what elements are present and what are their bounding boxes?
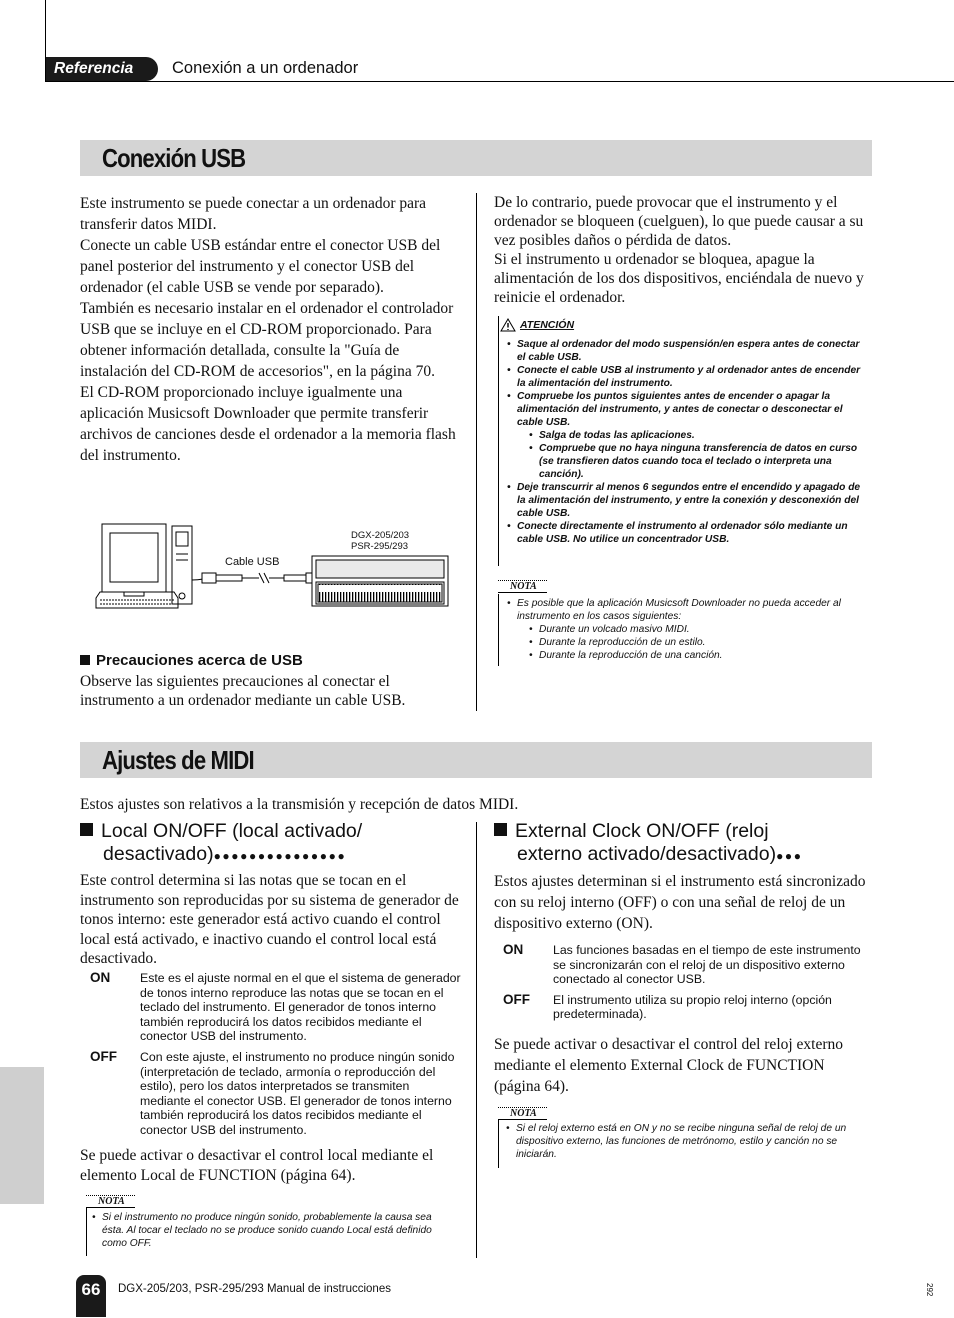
square-bullet-icon [494, 823, 507, 836]
def-row [90, 1050, 462, 1138]
computer-tower-icon [172, 526, 192, 604]
usb-cable-icon [192, 573, 314, 583]
heading-dots: ●●● [776, 849, 803, 863]
attention-sub-item: • Salga de todas las aplicaciones. [529, 429, 869, 442]
local-heading [80, 820, 470, 868]
clock-heading-line [494, 843, 874, 868]
diagram-model-line: PSR-295/293 [351, 541, 409, 552]
def-key: OFF [90, 1048, 117, 1064]
referencia-tab: Referencia [46, 57, 158, 81]
local-nota-text [92, 1211, 452, 1250]
header-rule [45, 81, 954, 82]
warning-triangle-icon [500, 318, 516, 332]
clock-heading [494, 820, 874, 868]
midi-intro: Estos ajustes son relativos a la transmisión y recepción de datos MIDI. [80, 796, 519, 813]
computer-monitor-icon [102, 524, 166, 596]
clock-defs [503, 943, 863, 1022]
def-value: Con este ajuste, el instrumento no produce ningún sonido (interpretación de teclado, armonía o reproducción del estilo), pero los datos interpretados se transmiten mediante el conector USB. El generador de tonos interno también reproducirá los datos recibidos mediante el conector USB del instrumento. [140, 1049, 455, 1137]
square-bullet-icon [80, 823, 93, 836]
clock-text: Estos ajustes determinan si el instrumento está sincronizado con su reloj interno (OFF) o con una señal de reloj de un dispositivo externo (ON). [494, 873, 866, 932]
usb-section-bar [80, 140, 872, 176]
attention-rule [498, 316, 499, 566]
nota-sub-item: • Durante la reproducción de un estilo. [529, 636, 869, 649]
nota-label: NOTA [86, 1195, 135, 1208]
def-row [503, 943, 863, 987]
usb-paragraph: Si el instrumento u ordenador se bloquea, apague la alimentación de los dos dispositivos, enciéndala de nuevo y reinicie el ordenador. [494, 251, 864, 306]
def-row [90, 971, 462, 1044]
usb-paragraph: De lo contrario, puede provocar que el instrumento y el ordenador se bloqueen (cuelguen), lo que puede causar a su vez posibles daños o pérdida de datos. [494, 194, 864, 249]
diagram-model-label [351, 530, 409, 552]
attention-item: • Deje transcurrir al menos 6 segundos entre el encendido y apagado de la alimentación del instrumento, y entre la conexión y desconexión del cable USB. [507, 481, 869, 520]
nota-item: • Si el instrumento no produce ningún sonido, probablemente la causa sea ésta. Al tocar el teclado no se produce sonido cuando Local está definido como OFF. [92, 1211, 452, 1250]
nota-sub-item: • Durante un volcado masivo MIDI. [529, 623, 869, 636]
nota-item: • Si el reloj externo está en ON y no se recibe ninguna señal de reloj de un dispositivo externo, las funciones de metrónomo, estilo y canción no se iniciarán. [506, 1122, 870, 1161]
diagram-cable-label: Cable USB [225, 556, 280, 568]
local-heading-text: Local ON/OFF (local activado/ [101, 820, 363, 842]
usb-column-divider [476, 193, 477, 711]
nota-rule [498, 594, 499, 666]
def-key: ON [90, 970, 111, 985]
clock-footer-text: Se puede activar o desactivar el control del reloj externo mediante el elemento External Clock de FUNCTION (página 64). [494, 1036, 844, 1095]
attention-item: • Compruebe los puntos siguientes antes de encender o apagar la alimentación del instrumento, y antes de conectar o desconectar el cable USB. [507, 390, 869, 429]
precautions-heading-text: Precauciones acerca de USB [96, 652, 303, 669]
nota-label: NOTA [498, 580, 547, 593]
local-footer-text: Se puede activar o desactivar el control local mediante el elemento Local de FUNCTION (página 64). [80, 1147, 434, 1184]
side-tab [0, 1067, 44, 1204]
def-value: Este es el ajuste normal en el que el sistema de generador de tonos interno reproduce las notas que se tocan en el teclado del instrumento. El generador de tonos interno también reproducirá los datos recibidos mediante el conector USB del instrumento. [140, 971, 461, 1044]
usb-right-text [494, 193, 872, 307]
attention-label: ATENCIÓN [520, 319, 575, 331]
usb-paragraph: Este instrumento se puede conectar a un ordenador para transferir datos MIDI. [80, 195, 427, 233]
midi-column-divider [476, 822, 477, 1258]
usb-paragraph: El CD-ROM proporcionado incluye igualmente una aplicación Musicsoft Downloader que permite transferir archivos de canciones desde el ordenador a la memoria flash del instrumento. [80, 384, 456, 464]
clock-heading-text: externo activado/desactivado) [517, 843, 777, 865]
def-key: ON [503, 942, 524, 957]
local-on-def [90, 971, 462, 1138]
def-key: OFF [503, 991, 530, 1007]
nota-rule [86, 1208, 87, 1256]
nota-label: NOTA [498, 1107, 547, 1120]
attention-sub-item: • Compruebe que no haya ninguna transferencia de datos en curso (se transfieren datos cuando toca el teclado o interpreta una canción). [529, 442, 869, 481]
precautions-heading [80, 652, 303, 669]
def-row [503, 993, 863, 1022]
attention-item: • Conecte directamente el instrumento al ordenador sólo mediante un cable USB. No utilice un concentrador USB. [507, 520, 869, 546]
nota-sub-item: • Durante la reproducción de una canción. [529, 649, 869, 662]
usb-section-title: Conexión USB [102, 143, 246, 173]
local-text: Este control determina si las notas que se tocan en el instrumento son reproducidas por su sistema de generador de tonos interno: este generador está activo cuando el control local está activado, e inactivo cuando el control local está desactivado. [80, 872, 459, 967]
keyboard-instrument-icon [312, 556, 448, 606]
usb-left-text [80, 193, 460, 466]
computer-keyboard-icon [96, 592, 178, 608]
square-bullet-icon [80, 655, 90, 665]
clock-heading-line [494, 820, 874, 843]
local-heading-text: desactivado) [103, 843, 214, 865]
precautions-text: Observe las siguientes precauciones al conectar el instrumento a un ordenador mediante un cable USB. [80, 673, 406, 709]
attention-item: • Conecte el cable USB al instrumento y al ordenador antes de encender la alimentación del instrumento. [507, 364, 869, 390]
local-heading-line [80, 843, 470, 868]
def-value: Las funciones basadas en el tiempo de este instrumento se sincronizarán con el reloj de un dispositivo externo conectado al conector USB. [553, 943, 861, 987]
nota-rule [498, 1120, 499, 1168]
heading-dots: ●●●●●●●●●●●●●●● [213, 849, 347, 863]
usb-paragraph: También es necesario instalar en el ordenador el controlador USB que se incluye en el CD-ROM proporcionado. Para obtener información detallada, consulte la "Guía de instalación del CD-ROM de accesorios", en la página 70. [80, 300, 454, 380]
usb-nota-text [507, 597, 869, 662]
footer-manual: DGX-205/203, PSR-295/293 Manual de instrucciones [118, 1283, 391, 1295]
local-heading-line [80, 820, 470, 843]
attention-item: • Saque al ordenador del modo suspensión/en espera antes de conectar el cable USB. [507, 338, 869, 364]
attention-list [507, 338, 869, 546]
page-number: 66 [76, 1275, 106, 1317]
diagram-model-line: DGX-205/203 [351, 530, 410, 541]
clock-heading-text: External Clock ON/OFF (reloj [515, 820, 769, 842]
nota-item: • Es posible que la aplicación Musicsoft Downloader no pueda acceder al instrumento en los casos siguientes: [507, 597, 869, 623]
side-code: 292 [925, 1283, 934, 1297]
midi-section-bar [80, 742, 872, 778]
def-value: El instrumento utiliza su propio reloj interno (opción predeterminada). [553, 992, 832, 1022]
header-title: Conexión a un ordenador [172, 59, 359, 77]
clock-nota-text [506, 1122, 870, 1161]
midi-section-title: Ajustes de MIDI [102, 745, 254, 775]
usb-paragraph: Conecte un cable USB estándar entre el conector USB del panel posterior del instrumento y el conector USB del ordenador (el cable USB se vende por separado). [80, 237, 441, 296]
